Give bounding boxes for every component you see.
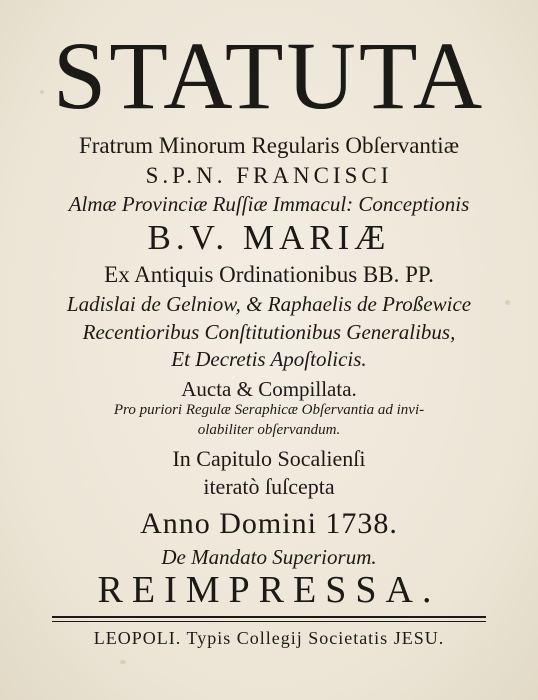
subtitle-line: Recentioribus Conſtitutionibus Generalibus, [82,320,456,344]
subtitle-line: B.V. MARIÆ [147,218,391,257]
subtitle-line: Pro puriori Regulæ Seraphicæ Obſervantia ad invi- [113,402,425,418]
imprint-rule [52,621,486,622]
paper-foxing-spot [120,660,126,664]
subtitle-line: Ex Antiquis Ordinationibus BB. PP. [104,262,434,287]
subtitle-line: De Mandato Superiorum. [161,545,377,569]
subtitle-line: Fratrum Minorum Regularis Obſervantiæ [78,133,460,158]
imprint-rule [52,616,486,618]
subtitle-line: Almæ Provinciæ Ruſſiæ Immacul: Conceptionis [68,192,470,216]
subtitle-line: Aucta & Compillata. [181,377,357,401]
subtitle-line: Et Decretis Apoſtolicis. [171,347,367,371]
subtitle-line: S.P.N. FRANCISCI [145,163,393,188]
date-line: Anno Domini 1738. [140,507,398,540]
main-title: STATUTA [52,22,486,129]
subtitle-line: Ladislai de Gelniow, & Raphaelis de Proßewice [66,292,472,316]
subtitle-line: olabiliter obſervandum. [197,422,341,438]
subtitle-line: In Capitulo Socalienſi [172,446,366,471]
subtitle-line: iteratò ſuſcepta [203,474,335,499]
reprint-line: REIMPRESSA. [97,569,441,611]
imprint: LEOPOLI. Typis Collegij Societatis JESU. [93,628,445,648]
